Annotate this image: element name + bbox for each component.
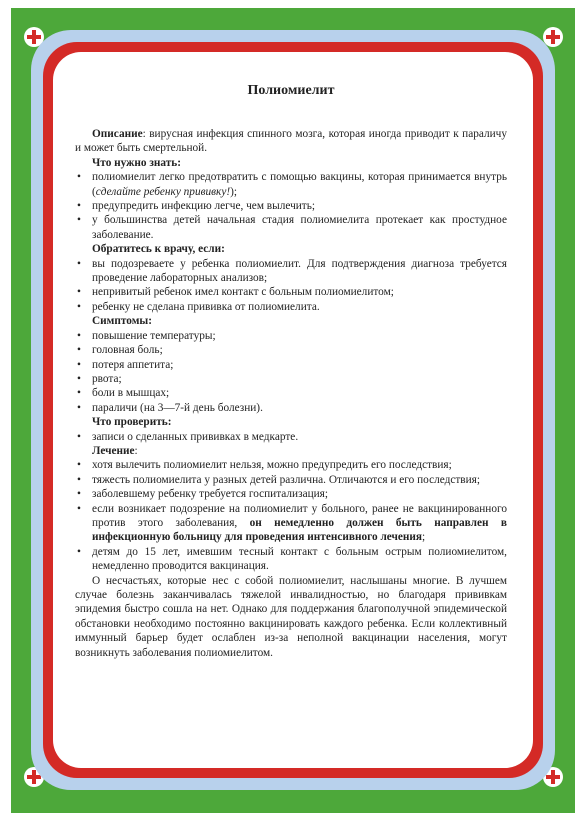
intro-label: Описание: [92, 128, 143, 140]
list-item: • заболевшему ребенку требуется госпитализация;: [75, 487, 507, 501]
intro-paragraph: [75, 127, 507, 156]
check-list: [75, 430, 507, 444]
list-item: • головная боль;: [75, 343, 507, 357]
list-item: • потеря аппетита;: [75, 358, 507, 372]
symptoms-list: [75, 329, 507, 415]
page-title: Полиомиелит: [247, 83, 335, 98]
list-item: • хотя вылечить полиомиелит нельзя, можно предупредить его последствия;: [75, 458, 507, 472]
doctor-heading: Обратитесь к врачу, если:: [92, 243, 225, 256]
know-heading: Что нужно знать:: [92, 156, 182, 169]
list-item: • параличи (на 3—7-й день болезни).: [75, 401, 507, 415]
intro-text: : вирусная инфекция спинного мозга, которая иногда приводит к параличу и может быть смертельной.: [75, 128, 507, 155]
list-item: • боли в мышцах;: [75, 386, 507, 400]
list-item: • детям до 15 лет, имевшим тесный контакт с больным острым полиомиелитом, немедленно проводится вакцинация.: [75, 545, 507, 574]
list-item: • повышение температуры;: [75, 329, 507, 343]
list-item: • тяжесть полиомиелита у разных детей различна. Отличаются и его последствия;: [75, 473, 507, 487]
check-heading: Что проверить:: [92, 416, 172, 429]
treatment-heading: Лечение:: [92, 444, 138, 457]
list-item: • предупредить инфекцию легче, чем вылечить;: [75, 199, 507, 213]
list-item: • полиомиелит легко предотвратить с помощью вакцины, которая принимается внутрь (сделайте ребенку прививку!);: [75, 170, 507, 199]
list-item: • рвота;: [75, 372, 507, 386]
closing-paragraph: О несчастьях, которые нес с собой полиомиелит, наслышаны многие. В лучшем случае болезнь заканчивалась тяжелой инвалидностью, но благодаря прививкам эпидемия быстро сошла на нет. Однако для поддержания благополучной эпидемической обстановки необходимо постоянно вакцинировать каждого ребенка. Если коллективный иммунный барьер будет ослаблен из-за неполной вакцинации населения, могут возникнуть заболевания полиомиелитом.: [75, 574, 507, 659]
article-content: [75, 82, 507, 660]
list-item: • у большинства детей начальная стадия полиомиелита протекает как простудное заболевание.: [75, 213, 507, 242]
text-panel: [53, 52, 533, 768]
doctor-list: [75, 257, 507, 315]
list-item: • если возникает подозрение на полиомиелит у больного, ранее не вакцинированного против этого заболевания, он немедленно должен быть направлен в инфекционную больницу для проведения интенсивного лечения;: [75, 502, 507, 545]
list-item: • непривитый ребенок имел контакт с больным полиомиелитом;: [75, 285, 507, 299]
treatment-list: [75, 458, 507, 573]
poster-frame: [11, 8, 575, 813]
list-item: • записи о сделанных прививках в медкарте.: [75, 430, 507, 444]
list-item: • ребенку не сделана прививка от полиомиелита.: [75, 300, 507, 314]
list-item: • вы подозреваете у ребенка полиомиелит. Для подтверждения диагноза требуется проведение лабораторных анализов;: [75, 257, 507, 286]
symptoms-heading: Симптомы:: [92, 315, 152, 328]
know-list: [75, 170, 507, 242]
